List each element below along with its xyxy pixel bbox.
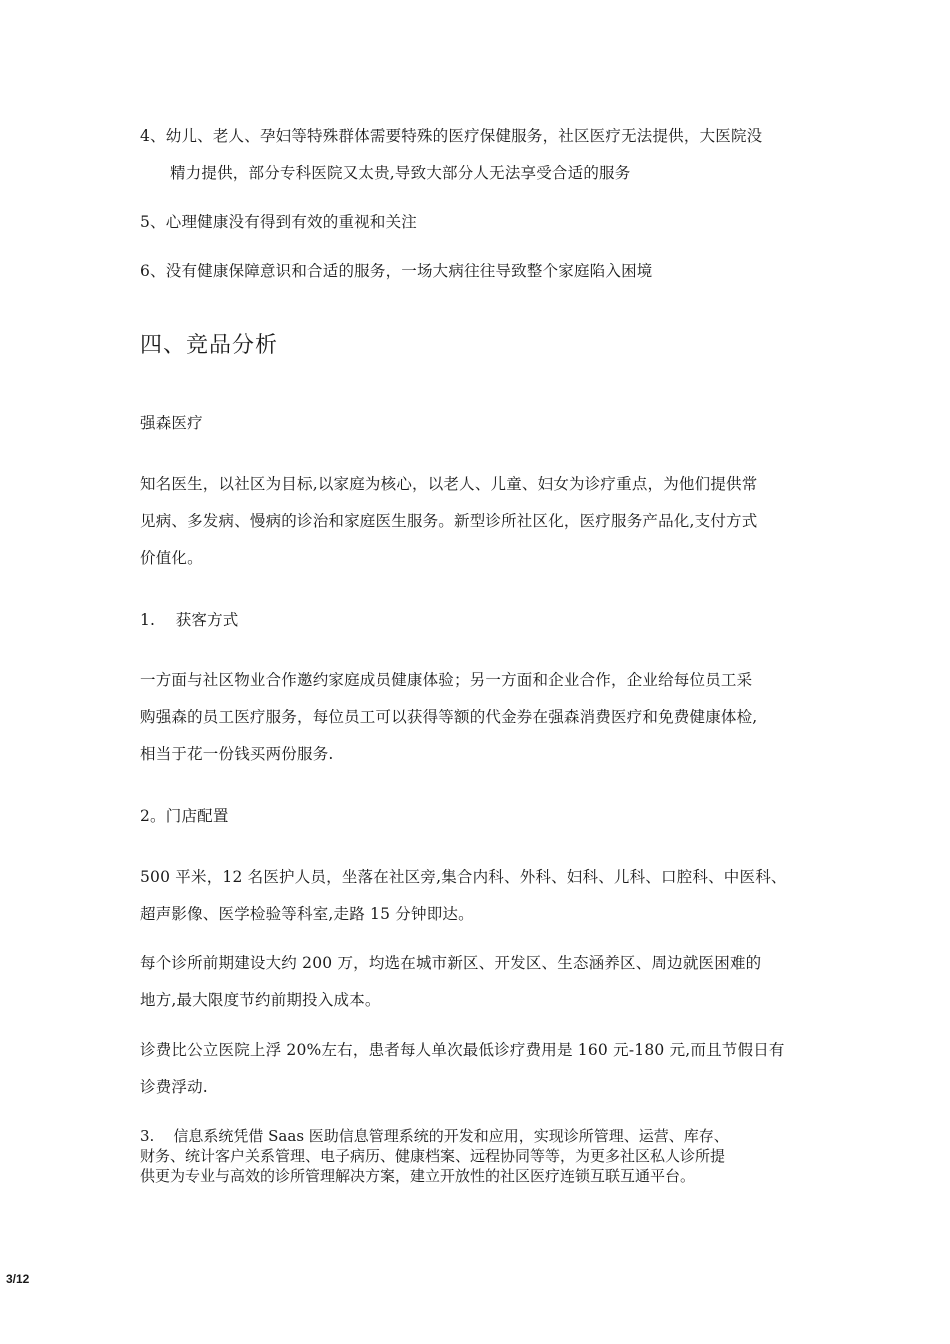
intro-line-1: 知名医生，以社区为目标,以家庭为核心，以老人、儿童、妇女为诊疗重点，为他们提供常 [140, 475, 758, 493]
subsection-3-line-3: 供更为专业与高效的诊所管理解决方案，建立开放性的社区医疗连锁互联互通平台。 [140, 1167, 696, 1185]
subsection-2-p1-line-2: 超声影像、医学检验等科室,走路 15 分钟即达。 [140, 905, 474, 923]
subsection-2-p2-line-1: 每个诊所前期建设大约 200 万，均选在城市新区、开发区、生态涵养区、周边就医困难的 [140, 954, 762, 972]
subsection-1-line-1: 一方面与社区物业合作邀约家庭成员健康体验；另一方面和企业合作，企业给每位员工采 [140, 671, 753, 689]
section-heading: 四、竞品分析 [140, 333, 279, 358]
intro-line-2: 见病、多发病、慢病的诊治和家庭医生服务。新型诊所社区化，医疗服务产品化,支付方式 [140, 512, 758, 530]
list-item-6: 6、没有健康保障意识和合适的服务，一场大病往往导致整个家庭陷入困境 [140, 262, 653, 280]
list-item-4-line-2: 精力提供，部分专科医院又太贵,导致大部分人无法享受合适的服务 [170, 164, 631, 182]
list-item-5: 5、心理健康没有得到有效的重视和关注 [140, 213, 417, 231]
page-number: 3/12 [6, 1272, 30, 1286]
subsection-2-p2-line-2: 地方,最大限度节约前期投入成本。 [140, 991, 381, 1009]
subsection-2-p3-line-2: 诊费浮动. [140, 1078, 208, 1096]
competitor-name: 强森医疗 [140, 414, 203, 432]
subsection-1-line-2: 购强森的员工医疗服务，每位员工可以获得等额的代金券在强森消费医疗和免费健康体检, [140, 708, 758, 726]
intro-line-3: 价值化。 [140, 549, 203, 567]
subsection-3-line-2: 财务、统计客户关系管理、电子病历、健康档案、远程协同等等，为更多社区私人诊所提 [140, 1147, 726, 1165]
subsection-1-title: 1. 获客方式 [140, 611, 239, 629]
subsection-2-p1-line-1: 500 平米，12 名医护人员，坐落在社区旁,集合内科、外科、妇科、儿科、口腔科、中医科、 [140, 868, 787, 886]
subsection-2-title: 2。门店配置 [140, 807, 229, 825]
subsection-3-line-1: 3. 信息系统凭借 Saas 医助信息管理系统的开发和应用，实现诊所管理、运营、库存、 [140, 1127, 729, 1145]
subsection-1-line-3: 相当于花一份钱买两份服务. [140, 745, 334, 763]
list-item-4-line-1: 4、幼儿、老人、孕妇等特殊群体需要特殊的医疗保健服务，社区医疗无法提供，大医院没 [140, 127, 763, 145]
subsection-2-p3-line-1: 诊费比公立医院上浮 20%左右，患者每人单次最低诊疗费用是 160 元-180 元,而且节假日有 [140, 1041, 785, 1059]
